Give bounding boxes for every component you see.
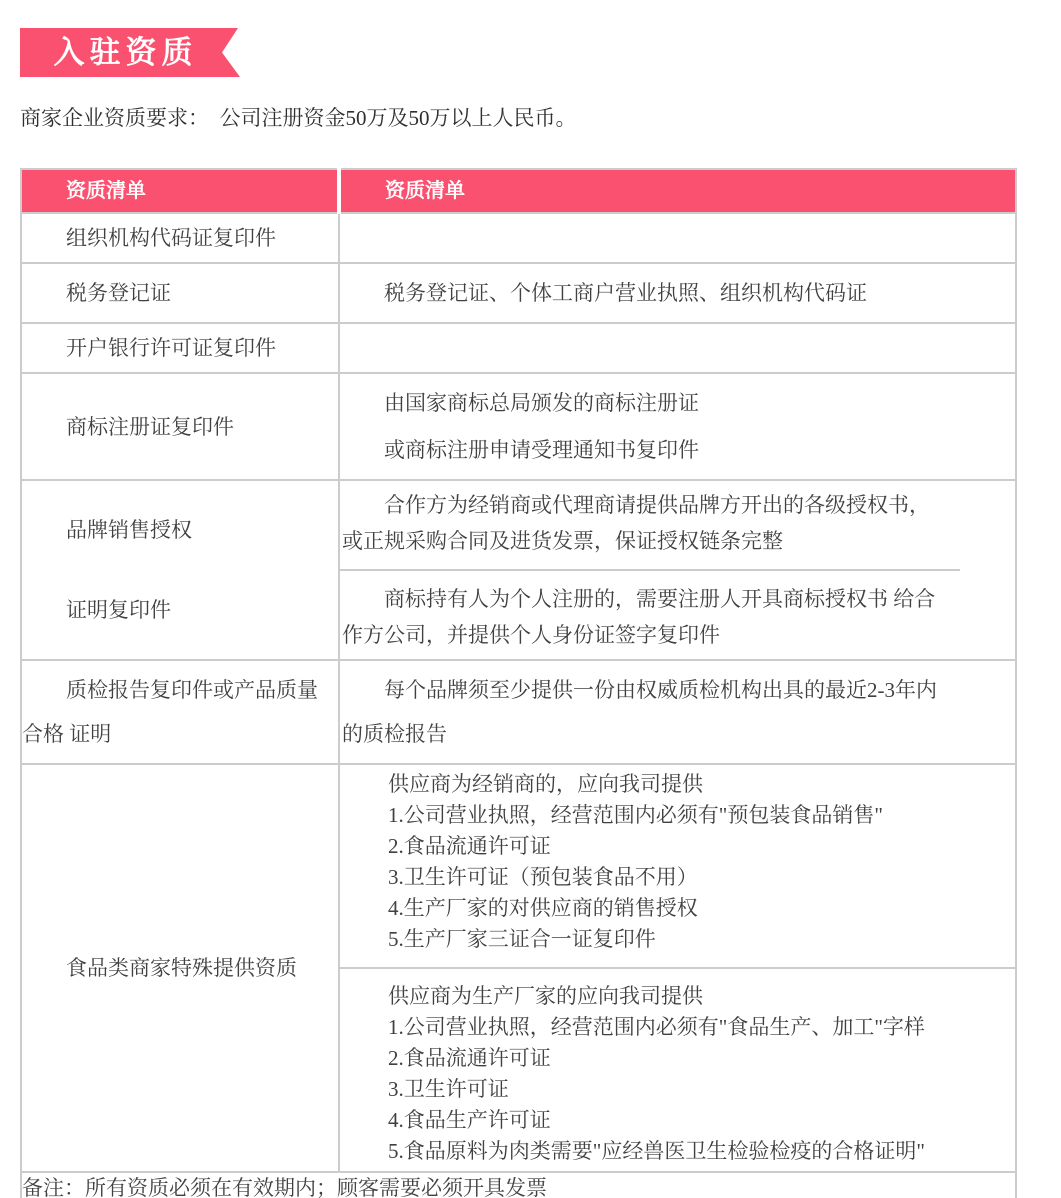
qualification-detail-cell: [339, 660, 1016, 764]
detail-line: 2.食品流通许可证: [388, 834, 551, 858]
detail-line: 4.生产厂家的对供应商的销售授权: [388, 896, 698, 920]
detail-line: 1.公司营业执照，经营范围内必须有"预包装食品销售": [388, 803, 883, 827]
qualification-name-cell: [21, 323, 339, 373]
section-divider: [340, 967, 1015, 969]
qualification-name: 开户银行许可证复印件: [66, 336, 276, 360]
qualification-table-body: [21, 213, 1016, 1172]
qualification-name: 商标注册证复印件: [66, 414, 234, 439]
qualification-name: 质检报告复印件或产品质量合格 证明: [22, 678, 318, 746]
detail-section: [340, 767, 1015, 957]
qualification-name: 食品类商家特殊提供资质: [66, 956, 297, 980]
section-divider: [340, 569, 960, 571]
detail-line: 2.食品流通许可证: [388, 1046, 551, 1070]
detail-paragraph: 每个品牌须至少提供一份由权威质检机构出具的最近2-3年内的质检报告: [342, 678, 937, 746]
detail-line: 供应商为经销商的，应向我司提供: [388, 772, 703, 796]
detail-line: 5.生产厂家三证合一证复印件: [388, 927, 656, 951]
table-row: [21, 373, 1016, 480]
table-footer-row: [21, 1172, 1016, 1198]
qualification-name-cell: [21, 660, 339, 764]
section-title: 入驻资质: [53, 35, 198, 70]
qualification-name-cell: [21, 764, 339, 1172]
section-title-banner: [20, 28, 244, 77]
detail-paragraph: 由国家商标总局颁发的商标注册证: [384, 391, 699, 415]
table-row: [21, 263, 1016, 323]
qualification-detail-cell: [339, 480, 1016, 660]
qualification-detail-cell: [339, 764, 1016, 1172]
qualification-table: [20, 168, 1017, 1198]
detail-paragraph: 或商标注册申请受理通知书复印件: [384, 438, 699, 462]
table-header-row: [21, 169, 1016, 213]
detail-section: [340, 483, 1015, 563]
qualification-name: 税务登记证: [66, 281, 171, 305]
detail-paragraph: 税务登记证、个体工商户营业执照、组织机构代码证: [384, 281, 867, 305]
detail-section: [340, 266, 1015, 320]
qualification-name-cell: [21, 373, 339, 480]
qualification-name: 组织机构代码证复印件: [66, 226, 276, 250]
qualification-name-cell: [21, 213, 339, 263]
detail-paragraph: 合作方为经销商或代理商请提供品牌方开出的各级授权书，或正规采购合同及进货发票，保证授权链条完整: [342, 493, 930, 553]
detail-line: 3.卫生许可证（预包装食品不用）: [388, 865, 698, 889]
qualification-detail-cell: [339, 373, 1016, 480]
qualification-name: 品牌销售授权: [66, 518, 192, 542]
header-cell-qualification-detail: [339, 169, 1016, 213]
detail-section: [340, 376, 1015, 477]
detail-line: 5.食品原料为肉类需要"应经兽医卫生检验检疫的合格证明": [388, 1139, 925, 1163]
header-label: 资质清单: [385, 180, 465, 202]
qualification-detail-cell: [339, 323, 1016, 373]
qualification-name-cell: [21, 480, 339, 660]
qualification-detail-cell: [339, 213, 1016, 263]
table-row: [21, 764, 1016, 1172]
detail-line: 4.食品生产许可证: [388, 1108, 551, 1132]
table-row: [21, 480, 1016, 660]
page: [0, 28, 1061, 1198]
qualification-name: 证明复印件: [66, 598, 171, 622]
detail-section: [340, 663, 1015, 761]
detail-line: 3.卫生许可证: [388, 1077, 509, 1101]
qualification-detail-cell: [339, 263, 1016, 323]
detail-section: [340, 577, 1015, 657]
detail-line: 供应商为生产厂家的应向我司提供: [388, 984, 703, 1008]
intro-text: 商家企业资质要求： 公司注册资金50万及50万以上人民币。: [20, 106, 577, 130]
detail-paragraph: 商标持有人为个人注册的，需要注册人开具商标授权书 给合作方公司，并提供个人身份证签字复印件: [342, 587, 936, 647]
detail-section: [340, 979, 1015, 1169]
header-label: 资质清单: [66, 180, 146, 202]
table-note: 备注：所有资质必须在有效期内；顾客需要必须开具发票: [21, 1172, 1016, 1198]
table-row: [21, 213, 1016, 263]
table-row: [21, 660, 1016, 764]
qualification-name-cell: [21, 263, 339, 323]
header-cell-qualification-list: [21, 169, 339, 213]
detail-line: 1.公司营业执照，经营范围内必须有"食品生产、加工"字样: [388, 1015, 925, 1039]
table-row: [21, 323, 1016, 373]
